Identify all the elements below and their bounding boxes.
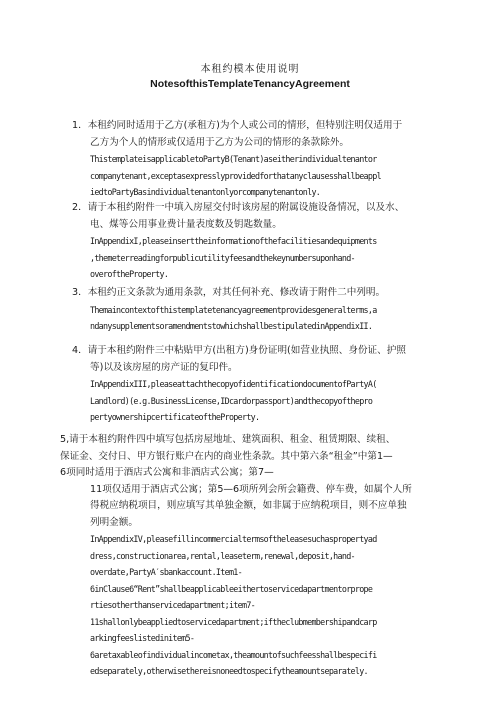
note-item-3 bbox=[72, 285, 452, 335]
note-2-en-line-3: overoftheProperty. bbox=[90, 269, 169, 279]
note-4-en-line-3: pertyownershipcertificateoftheProperty. bbox=[90, 412, 260, 422]
note-1-en-line-2: companytenant,exceptasexpresslyprovidedforthatanyclausesshallbeappl bbox=[90, 170, 381, 181]
note-5-cn-line-3: 列明金额。 bbox=[90, 516, 138, 528]
note-item-1 bbox=[72, 118, 452, 201]
note-5-en-line-8: 6aretaxableofindividualincometax,theamountofsuchfeesshallbespecifi bbox=[90, 649, 377, 660]
note-item-5 bbox=[60, 432, 440, 680]
note-5-cn-line-2: 得税应纳税项目，则应填写其单独金额，如非属于应纳税项目，则不应单独 bbox=[90, 500, 407, 511]
note-1-en-line-3: iedtoPartyBasindividualtenantonlyorcompanytenantonly. bbox=[90, 187, 321, 197]
note-5-en-line-5: rtiesotherthanservicedapartment;item7- bbox=[90, 600, 256, 610]
note-5-en-line-7: arkingfeeslistedinitem5- bbox=[90, 633, 195, 643]
note-item-4 bbox=[72, 343, 452, 426]
note-1-en-line-1: ThistemplateisapplicabletoPartyB(Tenant)aseitherindividualtenantor bbox=[90, 154, 377, 164]
note-3-en-line-1: Themaincontextofthistemplatetenancyagreementprovidesgeneralterms,a bbox=[90, 304, 377, 315]
note-5-en-line-4: 6inClause6“Rent”shallbeapplicableeithertoservicedapartmentorprope bbox=[90, 583, 373, 594]
title-english: NotesofthisTemplateTenancyAgreement bbox=[150, 78, 350, 90]
note-item-2 bbox=[72, 200, 452, 283]
note-5-en-line-9: edseparately,otherwisethereisnoneedtospecifytheamountseparately. bbox=[90, 666, 368, 676]
note-5-en-line-2: dress,constructionarea,rental,leaseterm,renewal,deposit,hand- bbox=[90, 550, 355, 561]
note-5-cn-lead-line-3: 6项同时适用于酒店式公寓和非酒店式公寓；第7— bbox=[60, 467, 274, 478]
note-5-en-line-3: overdate,PartyA′sbankaccount.Item1- bbox=[90, 567, 242, 577]
note-1-cn-line-2: 乙方为个人的情形或仅适用于乙方为公司的情形的条款除外。 bbox=[90, 136, 350, 148]
title-chinese: 本租约模本使用说明 bbox=[200, 64, 300, 75]
note-4-cn-line-1: 4．请于本租约附件三中粘贴甲方(出租方)身份证明(如营业执照、身份证、护照 bbox=[72, 345, 406, 356]
note-5-cn-line-1: 11项仅适用于酒店式公寓；第5—6项所列会所会籍费、停车费，如属个人所 bbox=[90, 483, 412, 495]
note-3-en-line-2: ndanysupplementsoramendmentstowhichshallbestipulatedinAppendixII. bbox=[90, 321, 373, 331]
note-2-en-line-1: InAppendixI,pleaseinserttheinformationofthefacilitiesandequipments bbox=[90, 236, 377, 246]
note-4-en-line-1: InAppendixIII,pleaseattachthecopyofidentificationdocumentofPartyA( bbox=[90, 379, 377, 389]
note-2-cn-line-1: 2．请于本租约附件一中填入房屋交付时该房屋的附属设施设备情况，以及水、 bbox=[72, 202, 405, 213]
note-2-cn-line-2: 电、煤等公用事业费计量表度数及钥匙数量。 bbox=[90, 218, 282, 230]
note-5-indented-block bbox=[60, 482, 440, 680]
note-1-cn-line-1: 1．本租约同时适用于乙方(承租方)为个人或公司的情形，但特别注明仅适用于 bbox=[72, 120, 403, 131]
note-2-en-line-2: ,themeterreadingforpublicutilityfeesandthekeynumbersuponhand- bbox=[90, 252, 355, 263]
note-4-en-line-2: Landlord)(e.g.BusinessLicense,IDcardorpassport)andthecopyofthepro bbox=[90, 395, 373, 406]
note-4-cn-line-2: 等)以及该房屋的房产证的复印件。 bbox=[90, 361, 238, 373]
note-5-en-line-6: 11shallonlybeappliedtoservicedapartment;iftheclubmembershipandcarp bbox=[90, 616, 377, 627]
note-5-cn-lead-line-2: 保证金、交付日、甲方银行账户在内的商业性条款。其中第六条“租金”中第1— bbox=[60, 450, 393, 462]
note-5-en-line-1: InAppendixIV,pleasefillincommercialtermsoftheleasesuchaspropertyad bbox=[90, 534, 377, 544]
note-5-cn-lead-line-1: 5,请于本租约附件四中填写包括房屋地址、建筑面积、租金、租赁期限、续租、 bbox=[60, 434, 396, 445]
note-3-cn-line-1: 3．本租约正文条款为通用条款，对其任何补充、修改请于附件二中列明。 bbox=[72, 287, 386, 298]
